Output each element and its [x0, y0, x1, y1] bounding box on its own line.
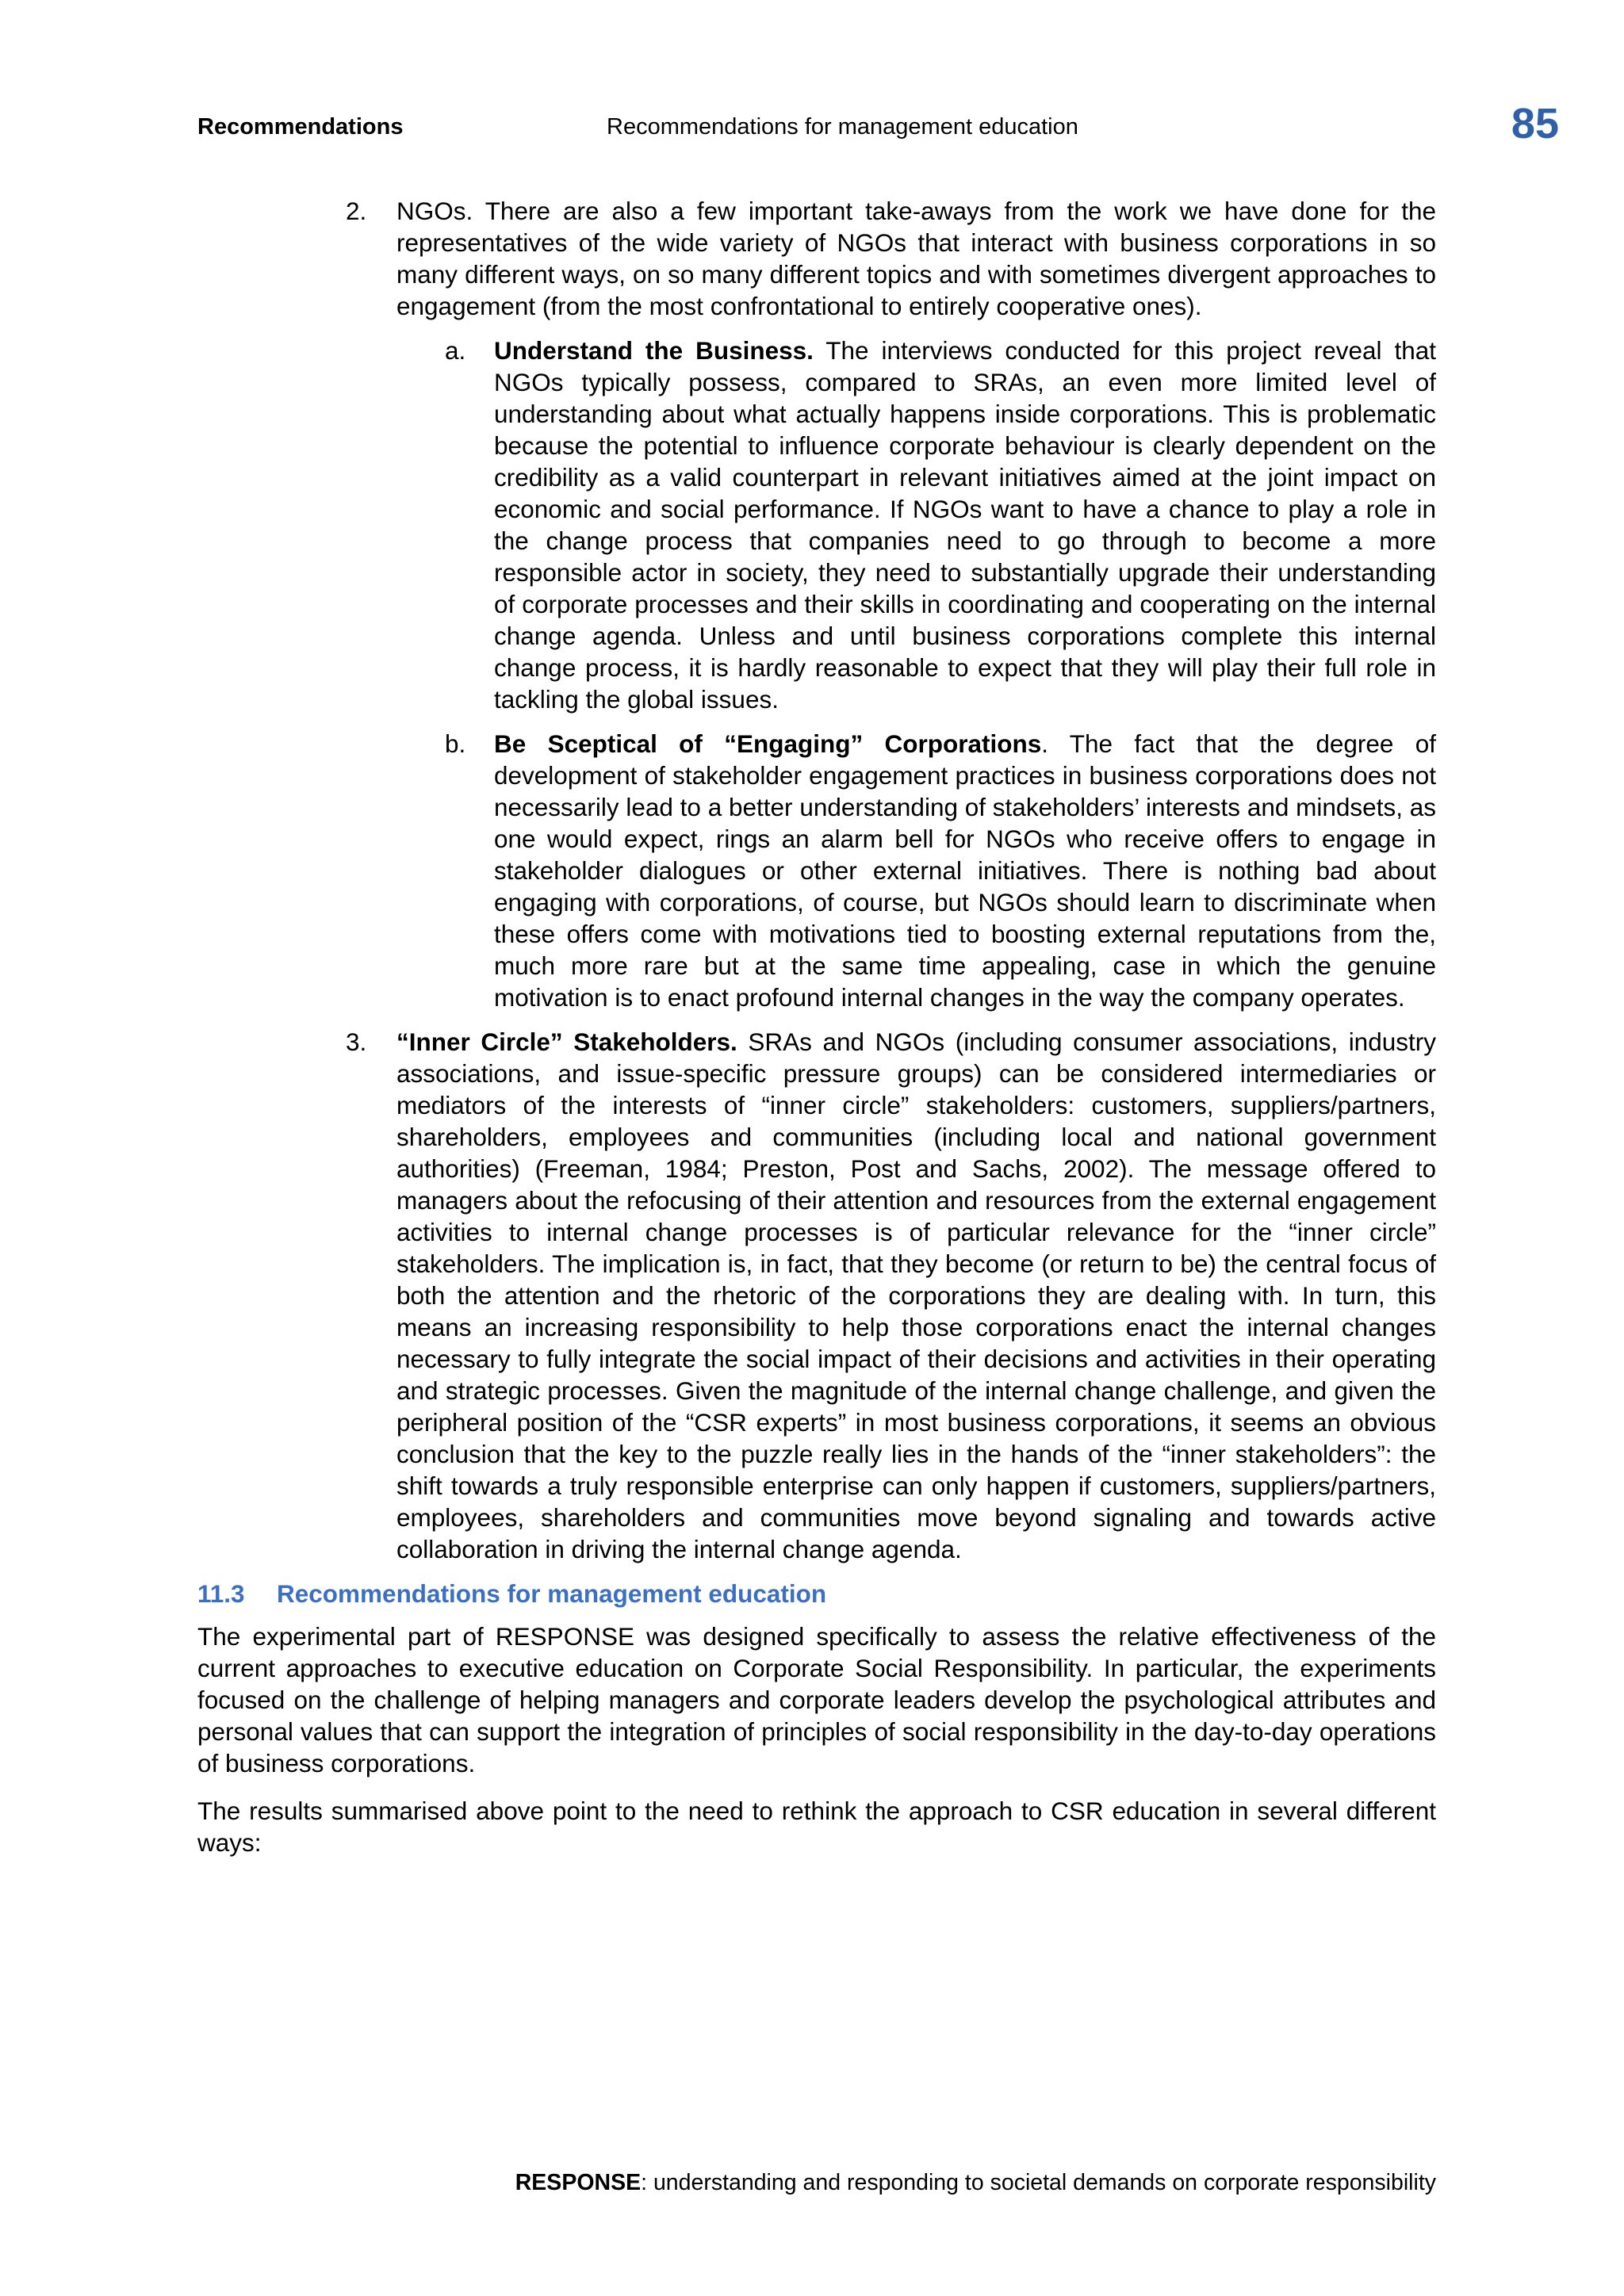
section-number: 11.3 — [197, 1579, 245, 1608]
list-item-text: NGOs. There are also a few important take-aways from the work we have done for the representatives of the wide variety of NGOs that interact with business corporations in so many different ways, on so many different topics and with sometimes divergent approaches to engagement (from the most confrontational to entirely cooperative ones). — [396, 197, 1436, 320]
list-item-text: SRAs and NGOs (including consumer associations, industry associations, and issue-specific pressure groups) can be considered intermediaries or mediators of the interests of “inner circle” stakeholders: customers, suppliers/partners, shareholders, employees and communities (including local and national government authorities) (Freeman, 1984; Preston, Post and Sachs, 2002). The message offered to managers about the refocusing of their attention and resources from the external engagement activities to internal change processes is of particular relevance for the “inner circle” stakeholders. The implication is, in fact, that they become (or return to be) the central focus of both the attention and the rhetoric of the corporations they are dealing with. In turn, this means an increasing responsibility to help those corporations enact the internal changes necessary to fully integrate the social impact of their decisions and activities in their operating and strategic processes. Given the magnitude of the internal change challenge, and given the peripheral position of the “CSR experts” in most business corporations, it seems an obvious conclusion that the key to the puzzle really lies in the hands of the “inner stakeholders”: the shift towards a truly responsible enterprise can only happen if customers, suppliers/partners, employees, shareholders and communities move beyond signaling and towards active collaboration in driving the internal change agenda. — [396, 1027, 1436, 1563]
sub-item-text: The interviews conducted for this project reveal that NGOs typically possess, compared to SRAs, an even more limited level of understanding about what actually happens inside corporations. This is problematic because the potential to influence corporate behaviour is clearly dependent on the credibility as a valid counterpart in relevant initiatives aimed at the joint impact on economic and social performance. If NGOs want to have a chance to play a role in the change process that companies need to go through to become a more responsible actor in society, they need to substantially upgrade their understanding of corporate processes and their skills in coordinating and cooperating on the internal change agenda. Unless and until business corporations complete this internal change process, it is hardly reasonable to expect that they will play their full role in tackling the global issues. — [494, 336, 1436, 714]
sub-item-a — [445, 335, 1436, 715]
main-content — [197, 195, 1436, 1858]
footer-text: : understanding and responding to societal demands on corporate responsibility — [641, 2170, 1436, 2195]
sub-item-title: Be Sceptical of “Engaging” Corporations — [494, 729, 1042, 758]
body-paragraph: The results summarised above point to the need to rethink the approach to CSR education in several different ways: — [197, 1797, 1436, 1857]
header-title: Recommendations for management education — [607, 114, 1078, 140]
sub-item-b — [445, 728, 1436, 1013]
body-paragraph: The experimental part of RESPONSE was designed specifically to assess the relative effectiveness of the current approaches to executive education on Corporate Social Responsibility. In particular, the experiments focused on the challenge of helping managers and corporate leaders develop the psychological attributes and personal values that can support the integration of principles of social responsibility in the day-to-day operations of business corporations. — [197, 1622, 1436, 1777]
sub-item-title: Understand the Business. — [494, 336, 814, 365]
list-number: 2. — [346, 197, 367, 225]
sub-item-text: . The fact that the degree of development of stakeholder engagement practices in business corporations does not necessarily lead to a better understanding of stakeholders’ interests and mindsets, as one would expect, rings an alarm bell for NGOs who receive offers to engage in stakeholder dialogues or other external initiatives. There is nothing bad about engaging with corporations, of course, but NGOs should learn to discriminate when these offers come with motivations tied to boosting external reputations from the, much more rare but at the same time appealing, case in which the genuine motivation is to enact profound internal changes in the way the company operates. — [494, 729, 1436, 1012]
list-item-2 — [346, 195, 1436, 1013]
page-number: 85 — [1511, 100, 1559, 147]
sub-item-letter: a. — [445, 336, 466, 365]
sub-item-paragraph — [494, 335, 1436, 715]
list-number: 3. — [346, 1027, 367, 1056]
list-item-3 — [346, 1026, 1436, 1565]
section-title: Recommendations for management education — [277, 1579, 827, 1608]
sub-item-letter: b. — [445, 729, 466, 758]
section-heading — [197, 1578, 1436, 1609]
sub-item-paragraph — [494, 728, 1436, 1013]
header-section: Recommendations — [197, 114, 404, 140]
footer — [515, 2169, 1436, 2196]
list-item-paragraph — [396, 1026, 1436, 1565]
list-item-title: “Inner Circle” Stakeholders. — [396, 1027, 737, 1056]
footer-brand: RESPONSE — [515, 2170, 642, 2195]
